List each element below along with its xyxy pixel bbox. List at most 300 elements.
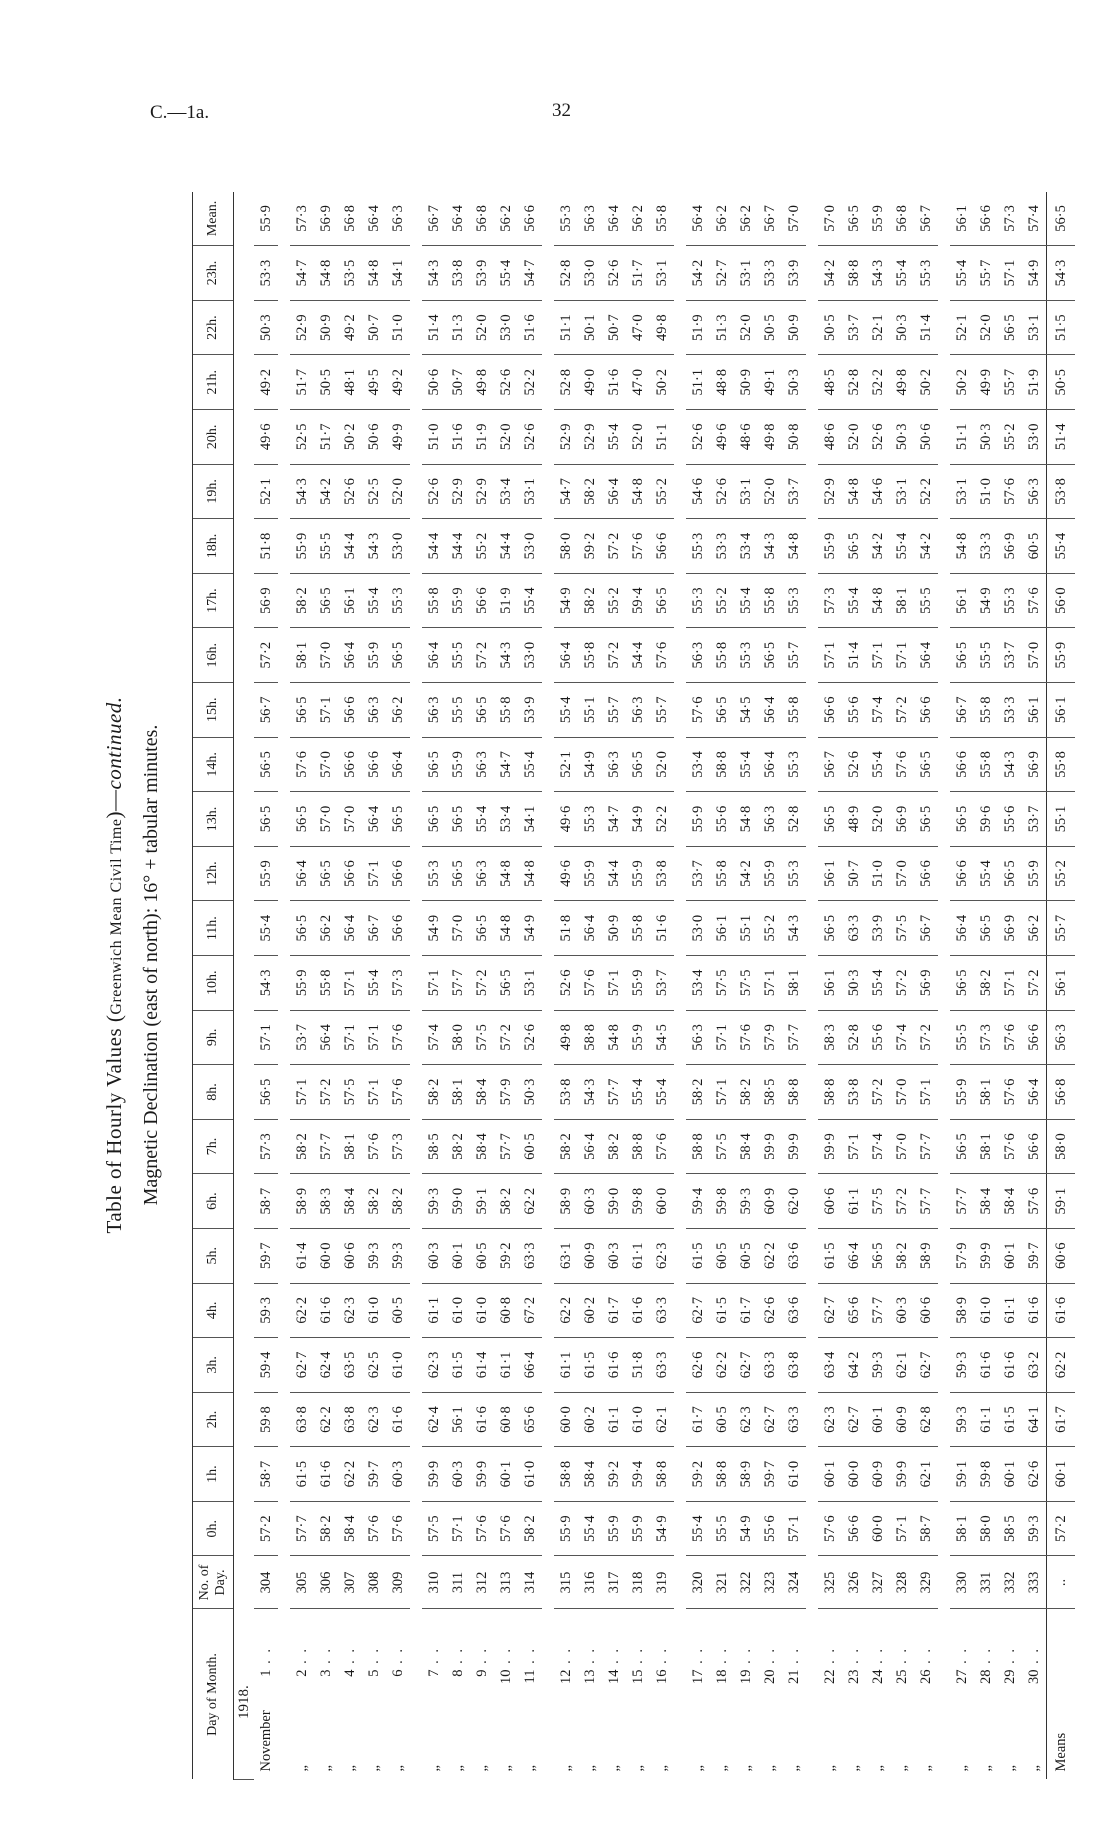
value-cell: 49·8 xyxy=(470,355,494,410)
value-cell: 58·1 xyxy=(782,955,806,1010)
value-cell: 62·0 xyxy=(782,1174,806,1229)
value-cell: 55·7 xyxy=(602,683,626,738)
value-cell: 50·2 xyxy=(914,355,938,410)
value-cell: 59·3 xyxy=(950,1338,974,1393)
value-cell: 60·1 xyxy=(866,1392,890,1447)
value-cell: 58·8 xyxy=(686,1119,710,1174)
col-header-hour: 7h. xyxy=(193,1119,234,1174)
value-cell: 56·1 xyxy=(950,192,974,246)
value-cell: 62·2 xyxy=(758,1228,782,1283)
value-cell: 55·4 xyxy=(650,1065,674,1120)
value-cell: 63·6 xyxy=(782,1283,806,1338)
value-cell: 56·7 xyxy=(422,192,446,246)
value-cell: 50·3 xyxy=(518,1065,542,1120)
value-cell: 56·3 xyxy=(386,192,410,246)
value-cell: 62·4 xyxy=(422,1392,446,1447)
value-cell: 62·7 xyxy=(758,1392,782,1447)
means-value: 50·5 xyxy=(1047,355,1076,410)
value-cell: 59·9 xyxy=(890,1447,914,1502)
table-row xyxy=(974,192,998,1780)
value-cell: 57·1 xyxy=(818,628,842,683)
value-cell: 62·2 xyxy=(338,1447,362,1502)
value-cell: 59·6 xyxy=(974,792,998,847)
value-cell: 56·6 xyxy=(974,192,998,246)
value-cell: 58·2 xyxy=(422,1065,446,1120)
value-cell: 58·4 xyxy=(998,1174,1022,1229)
means-dayno: .. xyxy=(1047,1556,1076,1609)
value-cell: 55·4 xyxy=(254,901,278,956)
value-cell: 57·6 xyxy=(494,1501,518,1556)
value-cell: 54·4 xyxy=(422,519,446,574)
value-cell: 58·9 xyxy=(914,1228,938,1283)
value-cell: 55·6 xyxy=(758,1501,782,1556)
value-cell: 50·7 xyxy=(362,300,386,355)
value-cell: 51·4 xyxy=(842,628,866,683)
value-cell: 53·1 xyxy=(950,464,974,519)
leader-dots: . . xyxy=(917,1647,934,1670)
month-label: „ xyxy=(425,1765,442,1772)
value-cell: 56·5 xyxy=(446,792,470,847)
value-cell: 54·8 xyxy=(362,246,386,301)
value-cell: 57·2 xyxy=(890,955,914,1010)
value-cell: 63·8 xyxy=(782,1338,806,1393)
value-cell: 60·6 xyxy=(914,1283,938,1338)
value-cell: 48·6 xyxy=(734,410,758,465)
value-cell: 61·4 xyxy=(470,1338,494,1393)
value-cell: 56·2 xyxy=(314,901,338,956)
value-cell: 56·4 xyxy=(578,1119,602,1174)
value-cell: 57·1 xyxy=(602,955,626,1010)
value-cell: 57·7 xyxy=(314,1119,338,1174)
value-cell: 53·0 xyxy=(386,519,410,574)
value-cell: 61·0 xyxy=(626,1392,650,1447)
value-cell: 54·3 xyxy=(866,246,890,301)
means-value: 51·5 xyxy=(1047,300,1076,355)
group-spacer xyxy=(410,192,422,1780)
value-cell: 55·8 xyxy=(710,846,734,901)
value-cell: 50·2 xyxy=(338,410,362,465)
value-cell: 54·8 xyxy=(314,246,338,301)
value-cell: 50·5 xyxy=(818,300,842,355)
value-cell: 51·3 xyxy=(446,300,470,355)
day-of-year: 311 xyxy=(446,1556,470,1609)
value-cell: 55·9 xyxy=(362,628,386,683)
table-row xyxy=(602,192,626,1780)
month-label: „ xyxy=(581,1765,598,1772)
value-cell: 54·9 xyxy=(518,901,542,956)
value-cell: 57·0 xyxy=(890,1119,914,1174)
value-cell: 59·8 xyxy=(974,1447,998,1502)
day-of-year: 325 xyxy=(818,1556,842,1609)
value-cell: 50·6 xyxy=(422,355,446,410)
value-cell: 55·9 xyxy=(818,519,842,574)
value-cell: 54·1 xyxy=(518,792,542,847)
value-cell: 58·8 xyxy=(710,737,734,792)
value-cell: 52·0 xyxy=(470,300,494,355)
day-number: 30 xyxy=(1025,1669,1042,1684)
value-cell: 51·0 xyxy=(974,464,998,519)
day-number: 11 xyxy=(521,1669,538,1684)
value-cell: 62·5 xyxy=(362,1338,386,1393)
day-of-year: 304 xyxy=(254,1556,278,1609)
value-cell: 57·3 xyxy=(974,1010,998,1065)
col-header-hour: 19h. xyxy=(193,464,234,519)
value-cell: 57·7 xyxy=(866,1283,890,1338)
page-identifier: C.—1a. xyxy=(150,102,210,123)
means-value: 61·6 xyxy=(1047,1283,1076,1338)
leader-dots: . . xyxy=(341,1647,358,1670)
day-of-year: 323 xyxy=(758,1556,782,1609)
day-number: 10 xyxy=(497,1669,514,1684)
value-cell: 61·6 xyxy=(386,1392,410,1447)
value-cell: 57·6 xyxy=(362,1501,386,1556)
value-cell: 48·9 xyxy=(842,792,866,847)
day-of-year: 331 xyxy=(974,1556,998,1609)
value-cell: 60·1 xyxy=(998,1447,1022,1502)
value-cell: 58·9 xyxy=(554,1174,578,1229)
value-cell: 54·6 xyxy=(866,464,890,519)
day-of-year: 306 xyxy=(314,1556,338,1609)
value-cell: 67·2 xyxy=(518,1283,542,1338)
value-cell: 55·6 xyxy=(998,792,1022,847)
value-cell: 56·5 xyxy=(290,792,314,847)
value-cell: 58·8 xyxy=(818,1065,842,1120)
value-cell: 57·1 xyxy=(254,1010,278,1065)
value-cell: 56·3 xyxy=(422,683,446,738)
value-cell: 58·2 xyxy=(890,1228,914,1283)
value-cell: 54·3 xyxy=(998,737,1022,792)
table-row xyxy=(470,192,494,1780)
value-cell: 57·1 xyxy=(422,955,446,1010)
value-cell: 59·3 xyxy=(362,1228,386,1283)
value-cell: 53·1 xyxy=(734,246,758,301)
value-cell: 56·5 xyxy=(314,846,338,901)
value-cell: 51·9 xyxy=(470,410,494,465)
leader-dots: . . xyxy=(737,1647,754,1670)
value-cell: 57·6 xyxy=(998,464,1022,519)
value-cell: 54·3 xyxy=(254,955,278,1010)
value-cell: 54·4 xyxy=(602,846,626,901)
value-cell: 58·7 xyxy=(254,1447,278,1502)
value-cell: 50·5 xyxy=(314,355,338,410)
value-cell: 51·9 xyxy=(686,300,710,355)
value-cell: 57·1 xyxy=(782,1501,806,1556)
value-cell: 54·7 xyxy=(602,792,626,847)
day-cell xyxy=(686,1609,710,1780)
table-row xyxy=(686,192,710,1780)
value-cell: 56·6 xyxy=(842,1501,866,1556)
value-cell: 55·4 xyxy=(554,683,578,738)
value-cell: 53·4 xyxy=(734,519,758,574)
value-cell: 61·0 xyxy=(386,1338,410,1393)
value-cell: 57·3 xyxy=(386,955,410,1010)
value-cell: 56·8 xyxy=(338,192,362,246)
value-cell: 55·8 xyxy=(974,683,998,738)
day-number: 7 xyxy=(425,1669,442,1677)
value-cell: 56·3 xyxy=(578,192,602,246)
value-cell: 59·3 xyxy=(386,1228,410,1283)
value-cell: 57·2 xyxy=(470,955,494,1010)
value-cell: 56·7 xyxy=(362,901,386,956)
value-cell: 52·8 xyxy=(782,792,806,847)
value-cell: 54·8 xyxy=(494,901,518,956)
value-cell: 50·9 xyxy=(602,901,626,956)
value-cell: 59·9 xyxy=(470,1447,494,1502)
value-cell: 57·6 xyxy=(386,1501,410,1556)
value-cell: 52·1 xyxy=(950,300,974,355)
value-cell: 55·9 xyxy=(626,1501,650,1556)
value-cell: 57·1 xyxy=(842,1119,866,1174)
value-cell: 55·9 xyxy=(866,192,890,246)
value-cell: 62·3 xyxy=(734,1392,758,1447)
value-cell: 55·9 xyxy=(950,1065,974,1120)
means-value: 59·1 xyxy=(1047,1174,1076,1229)
year-label: 1918. xyxy=(234,192,255,1780)
value-cell: 55·1 xyxy=(578,683,602,738)
means-value: 56·1 xyxy=(1047,683,1076,738)
value-cell: 55·4 xyxy=(974,846,998,901)
table-row xyxy=(578,192,602,1780)
col-header-hour: 20h. xyxy=(193,410,234,465)
value-cell: 57·1 xyxy=(998,246,1022,301)
month-label: „ xyxy=(605,1765,622,1772)
value-cell: 58·2 xyxy=(362,1174,386,1229)
month-label: „ xyxy=(977,1765,994,1772)
value-cell: 61·0 xyxy=(974,1283,998,1338)
value-cell: 56·2 xyxy=(494,192,518,246)
value-cell: 63·8 xyxy=(338,1392,362,1447)
value-cell: 61·0 xyxy=(782,1447,806,1502)
value-cell: 47·0 xyxy=(626,355,650,410)
table-row xyxy=(734,192,758,1780)
value-cell: 57·4 xyxy=(866,683,890,738)
value-cell: 49·6 xyxy=(710,410,734,465)
means-value: 51·4 xyxy=(1047,410,1076,465)
value-cell: 60·8 xyxy=(494,1392,518,1447)
value-cell: 50·9 xyxy=(734,355,758,410)
value-cell: 57·0 xyxy=(1022,628,1047,683)
value-cell: 62·7 xyxy=(734,1338,758,1393)
table-row xyxy=(950,192,974,1780)
value-cell: 55·7 xyxy=(650,683,674,738)
day-cell xyxy=(290,1609,314,1780)
value-cell: 59·9 xyxy=(818,1119,842,1174)
leader-dots: . . xyxy=(1001,1647,1018,1670)
value-cell: 55·3 xyxy=(386,573,410,628)
value-cell: 52·0 xyxy=(494,410,518,465)
value-cell: 56·5 xyxy=(422,737,446,792)
value-cell: 58·8 xyxy=(842,246,866,301)
value-cell: 52·2 xyxy=(518,355,542,410)
value-cell: 63·3 xyxy=(518,1228,542,1283)
value-cell: 59·9 xyxy=(758,1119,782,1174)
value-cell: 56·5 xyxy=(386,792,410,847)
value-cell: 61·1 xyxy=(974,1392,998,1447)
value-cell: 56·5 xyxy=(998,300,1022,355)
value-cell: 51·4 xyxy=(914,300,938,355)
value-cell: 53·7 xyxy=(650,955,674,1010)
table-row xyxy=(254,192,278,1780)
value-cell: 58·8 xyxy=(626,1119,650,1174)
value-cell: 55·4 xyxy=(950,246,974,301)
group-spacer xyxy=(938,192,950,1780)
value-cell: 56·4 xyxy=(338,628,362,683)
value-cell: 53·7 xyxy=(842,300,866,355)
value-cell: 61·6 xyxy=(470,1392,494,1447)
value-cell: 56·6 xyxy=(914,683,938,738)
value-cell: 55·9 xyxy=(290,519,314,574)
value-cell: 54·8 xyxy=(782,519,806,574)
value-cell: 58·2 xyxy=(494,1174,518,1229)
day-cell xyxy=(650,1609,674,1780)
day-cell xyxy=(782,1609,806,1780)
col-header-hour: 16h. xyxy=(193,628,234,683)
day-of-year: 330 xyxy=(950,1556,974,1609)
value-cell: 55·3 xyxy=(782,737,806,792)
value-cell: 50·3 xyxy=(890,300,914,355)
value-cell: 52·8 xyxy=(842,1010,866,1065)
value-cell: 57·5 xyxy=(866,1174,890,1229)
value-cell: 61·5 xyxy=(578,1338,602,1393)
value-cell: 60·8 xyxy=(494,1283,518,1338)
value-cell: 51·6 xyxy=(650,901,674,956)
month-label: „ xyxy=(293,1765,310,1772)
value-cell: 57·5 xyxy=(422,1501,446,1556)
value-cell: 59·9 xyxy=(782,1119,806,1174)
value-cell: 60·2 xyxy=(578,1283,602,1338)
value-cell: 53·8 xyxy=(554,1065,578,1120)
leader-dots: . . xyxy=(893,1647,910,1670)
value-cell: 61·6 xyxy=(974,1338,998,1393)
value-cell: 57·7 xyxy=(446,955,470,1010)
value-cell: 55·3 xyxy=(782,846,806,901)
value-cell: 59·7 xyxy=(1022,1228,1047,1283)
value-cell: 50·6 xyxy=(914,410,938,465)
value-cell: 53·9 xyxy=(782,246,806,301)
col-header-hour: 12h. xyxy=(193,846,234,901)
means-value: 56·5 xyxy=(1047,192,1076,246)
value-cell: 56·3 xyxy=(602,737,626,792)
value-cell: 63·6 xyxy=(782,1228,806,1283)
table-row xyxy=(518,192,542,1780)
value-cell: 56·4 xyxy=(950,901,974,956)
value-cell: 57·1 xyxy=(914,1065,938,1120)
value-cell: 61·0 xyxy=(518,1447,542,1502)
value-cell: 62·3 xyxy=(422,1338,446,1393)
value-cell: 55·4 xyxy=(842,573,866,628)
day-cell xyxy=(866,1609,890,1780)
month-label: „ xyxy=(341,1765,358,1772)
month-label: „ xyxy=(953,1765,970,1772)
day-cell xyxy=(554,1609,578,1780)
value-cell: 60·3 xyxy=(578,1174,602,1229)
day-number: 3 xyxy=(317,1669,334,1677)
value-cell: 62·1 xyxy=(914,1447,938,1502)
value-cell: 58·8 xyxy=(710,1447,734,1502)
means-value: 54·3 xyxy=(1047,246,1076,301)
value-cell: 52·0 xyxy=(974,300,998,355)
value-cell: 57·2 xyxy=(914,1010,938,1065)
day-of-year: 320 xyxy=(686,1556,710,1609)
value-cell: 57·0 xyxy=(782,192,806,246)
value-cell: 54·8 xyxy=(866,573,890,628)
value-cell: 48·1 xyxy=(338,355,362,410)
value-cell: 57·7 xyxy=(290,1501,314,1556)
value-cell: 52·6 xyxy=(338,464,362,519)
value-cell: 55·4 xyxy=(734,737,758,792)
value-cell: 56·3 xyxy=(362,683,386,738)
leader-dots: . . xyxy=(389,1647,406,1670)
leader-dots: . . xyxy=(689,1647,706,1670)
value-cell: 55·7 xyxy=(782,628,806,683)
value-cell: 56·5 xyxy=(290,901,314,956)
day-cell xyxy=(602,1609,626,1780)
value-cell: 56·4 xyxy=(1022,1065,1047,1120)
day-number: 2 xyxy=(293,1669,310,1677)
value-cell: 57·2 xyxy=(890,683,914,738)
value-cell: 58·4 xyxy=(974,1174,998,1229)
value-cell: 60·5 xyxy=(470,1228,494,1283)
day-number: 5 xyxy=(365,1669,382,1677)
day-cell xyxy=(254,1609,278,1780)
value-cell: 57·6 xyxy=(1022,573,1047,628)
value-cell: 55·3 xyxy=(578,792,602,847)
value-cell: 58·2 xyxy=(578,573,602,628)
value-cell: 59·9 xyxy=(422,1447,446,1502)
value-cell: 57·4 xyxy=(422,1010,446,1065)
value-cell: 55·4 xyxy=(734,573,758,628)
value-cell: 55·9 xyxy=(758,846,782,901)
value-cell: 58·0 xyxy=(974,1501,998,1556)
value-cell: 56·1 xyxy=(950,573,974,628)
value-cell: 57·2 xyxy=(470,628,494,683)
day-number: 15 xyxy=(629,1669,646,1684)
value-cell: 60·0 xyxy=(866,1501,890,1556)
title-continued: continued. xyxy=(102,696,126,790)
value-cell: 55·3 xyxy=(686,519,710,574)
value-cell: 52·9 xyxy=(446,464,470,519)
value-cell: 56·5 xyxy=(950,1119,974,1174)
col-header-hour: 1h. xyxy=(193,1447,234,1502)
value-cell: 57·1 xyxy=(866,628,890,683)
leader-dots: . . xyxy=(845,1647,862,1670)
value-cell: 56·3 xyxy=(686,628,710,683)
col-header-hour: 3h. xyxy=(193,1338,234,1393)
value-cell: 56·9 xyxy=(1022,737,1047,792)
value-cell: 53·0 xyxy=(494,300,518,355)
value-cell: 61·1 xyxy=(626,1228,650,1283)
value-cell: 48·6 xyxy=(818,410,842,465)
value-cell: 52·6 xyxy=(866,410,890,465)
value-cell: 52·2 xyxy=(650,792,674,847)
value-cell: 55·3 xyxy=(734,628,758,683)
value-cell: 56·6 xyxy=(386,901,410,956)
value-cell: 58·1 xyxy=(338,1119,362,1174)
value-cell: 58·2 xyxy=(686,1065,710,1120)
value-cell: 57·3 xyxy=(254,1119,278,1174)
value-cell: 60·6 xyxy=(818,1174,842,1229)
value-cell: 52·0 xyxy=(386,464,410,519)
value-cell: 57·1 xyxy=(890,1501,914,1556)
day-number: 1 xyxy=(257,1669,274,1677)
table-row xyxy=(782,192,806,1780)
day-cell xyxy=(626,1609,650,1780)
value-cell: 55·3 xyxy=(782,573,806,628)
value-cell: 61·6 xyxy=(998,1338,1022,1393)
value-cell: 56·7 xyxy=(254,683,278,738)
value-cell: 51·9 xyxy=(1022,355,1047,410)
value-cell: 56·5 xyxy=(314,573,338,628)
